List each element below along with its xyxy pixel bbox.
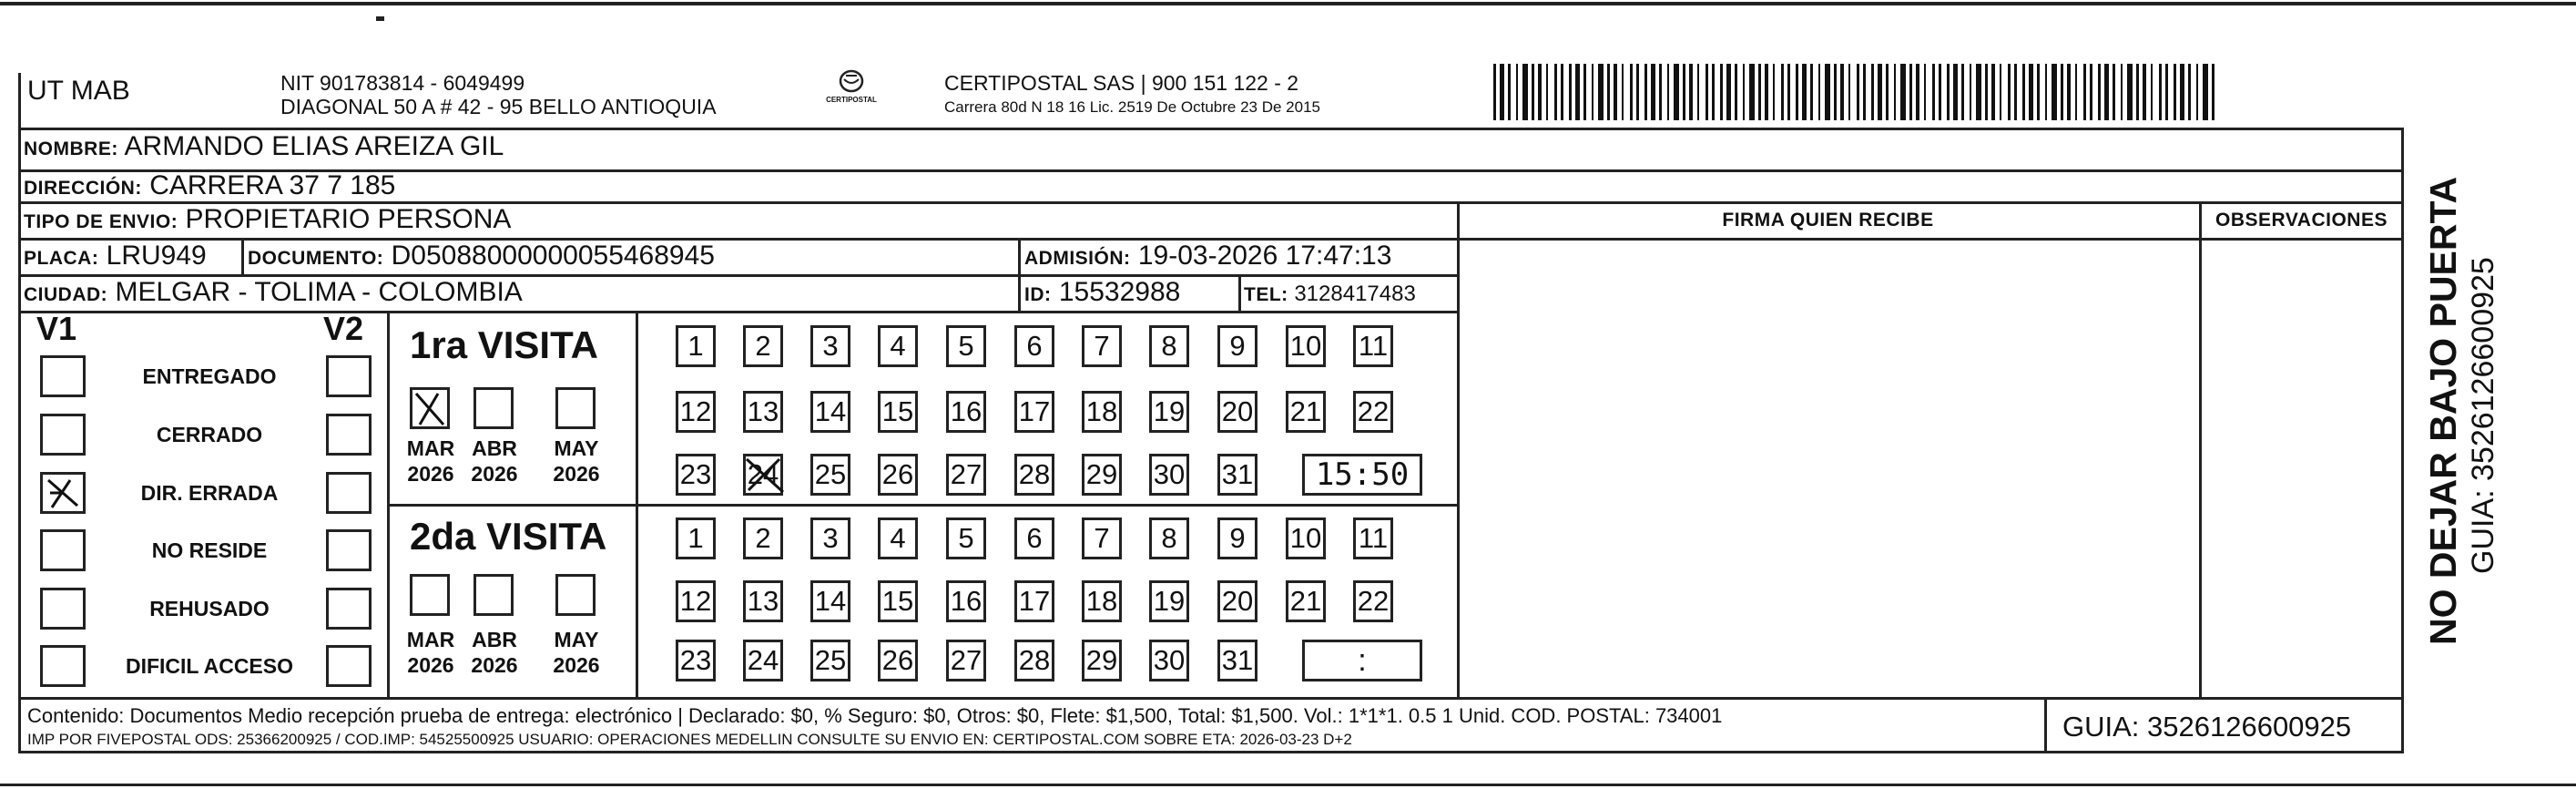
day-box[interactable]: 24 — [743, 640, 783, 681]
barcode-bar — [2090, 64, 2092, 120]
barcode-bar — [1787, 64, 1790, 120]
barcode-bar — [1765, 64, 1768, 120]
month-year: 2026 — [553, 653, 600, 677]
day-box[interactable]: 4 — [878, 325, 918, 367]
barcode-bar — [1554, 64, 1557, 120]
tel-value: 3128417483 — [1294, 282, 1416, 306]
tipo-row — [24, 203, 511, 239]
month-name: MAY — [554, 628, 599, 651]
barcode-bar — [1493, 64, 1496, 120]
speck-mark — [376, 16, 384, 21]
month-year: 2026 — [471, 653, 518, 677]
barcode — [1493, 64, 2222, 122]
barcode-bar — [1614, 64, 1617, 120]
id-row — [1024, 276, 1180, 312]
barcode-bar — [2061, 64, 2063, 120]
barcode-bar — [1939, 64, 1941, 120]
status-option-label: NO RESIDE — [151, 538, 268, 562]
v1-checkbox[interactable] — [40, 414, 86, 456]
barcode-bar — [1644, 64, 1647, 120]
side-guia-text: GUIA: 3526126600925 — [2466, 257, 2500, 574]
direccion-label: DIRECCIÓN: — [24, 178, 142, 199]
barcode-bar — [1546, 64, 1548, 120]
footer-print-line: IMP POR FIVEPOSTAL ODS: 25366200925 / COD.IMP: 54525500925 USUARIO: OPERACIONES MEDELLIN CONSULTE SU ENVIO EN: CERTIPOSTAL.COM SOBRE ETA: 2026-03-23 D+2 — [27, 731, 1352, 748]
direccion-value: CARRERA 37 7 185 — [149, 170, 396, 200]
month-label — [545, 627, 608, 678]
month-label — [399, 627, 463, 678]
month-name: ABR — [472, 436, 517, 460]
barcode-bar — [1532, 64, 1534, 120]
col-line-tel — [1238, 274, 1241, 311]
v1-checkbox[interactable] — [40, 355, 86, 397]
day-box[interactable]: 8 — [1149, 325, 1189, 367]
day-box[interactable]: 30 — [1149, 454, 1189, 496]
barcode-bar — [1697, 64, 1699, 120]
barcode-bar — [1743, 64, 1745, 120]
month-year: 2026 — [407, 462, 454, 486]
barcode-bar — [1834, 64, 1837, 120]
barcode-bar — [2151, 64, 2153, 120]
day-box[interactable]: 26 — [878, 640, 918, 681]
month-label — [463, 435, 526, 487]
barcode-bar — [1749, 64, 1755, 120]
barcode-bar — [1667, 64, 1669, 120]
frame-left — [18, 128, 21, 753]
status-option-label: REHUSADO — [149, 597, 270, 620]
barcode-bar — [2104, 64, 2109, 120]
month-checkbox[interactable] — [473, 387, 514, 429]
day-box[interactable]: 1 — [676, 517, 716, 559]
day-box[interactable]: 1 — [676, 325, 716, 367]
day-box[interactable]: 2 — [743, 517, 783, 559]
nombre-value: ARMANDO ELIAS AREIZA GIL — [124, 131, 504, 161]
day-box[interactable]: 25 — [810, 454, 850, 496]
v2-checkbox[interactable] — [326, 529, 372, 571]
day-box[interactable]: 22 — [1353, 391, 1393, 433]
placa-row — [24, 240, 207, 275]
v1-checkbox[interactable] — [40, 588, 86, 630]
barcode-bar — [1953, 64, 1958, 120]
barcode-bar — [1598, 64, 1604, 120]
barcode-bar — [1651, 64, 1655, 120]
day-box[interactable]: 10 — [1286, 325, 1326, 367]
day-box[interactable]: 14 — [810, 580, 850, 622]
bottom-edge-line — [0, 784, 2576, 786]
barcode-bar — [2045, 64, 2047, 120]
v1-checkbox[interactable] — [40, 472, 86, 514]
sender-address: DIAGONAL 50 A # 42 - 95 BELLO ANTIOQUIA — [280, 95, 717, 118]
observaciones-label: OBSERVACIONES — [2215, 210, 2388, 231]
day-box[interactable]: 11 — [1353, 325, 1393, 367]
barcode-bar — [1630, 64, 1633, 120]
month-name: MAY — [554, 436, 599, 460]
day-box[interactable]: 2 — [743, 325, 783, 367]
sender-nit: NIT 901783814 - 6049499 — [280, 71, 525, 95]
day-box[interactable]: 12 — [676, 580, 716, 622]
day-box[interactable]: 27 — [946, 454, 986, 496]
frame-right — [2401, 128, 2404, 753]
v1-checkbox[interactable] — [40, 645, 86, 687]
barcode-bar — [2098, 64, 2101, 120]
barcode-bar — [1802, 64, 1807, 120]
v2-checkbox[interactable] — [326, 588, 372, 630]
month-checkbox[interactable] — [410, 387, 450, 429]
day-box[interactable]: 20 — [1217, 391, 1257, 433]
day-box[interactable]: 13 — [743, 391, 783, 433]
day-box[interactable]: 12 — [676, 391, 716, 433]
barcode-bar — [1659, 64, 1662, 120]
barcode-bar — [1825, 64, 1830, 120]
col-line-firma — [1457, 201, 1460, 700]
documento-row — [248, 240, 715, 275]
placa-label: PLACA: — [24, 248, 99, 269]
barcode-bar — [2212, 64, 2215, 120]
day-box[interactable]: 29 — [1082, 454, 1122, 496]
day-box[interactable]: 16 — [946, 580, 986, 622]
day-box[interactable]: 20 — [1217, 580, 1257, 622]
barcode-bar — [1705, 64, 1708, 120]
barcode-bar — [2037, 64, 2040, 120]
barcode-bar — [1689, 64, 1693, 120]
day-box[interactable]: 10 — [1286, 517, 1326, 559]
day-box[interactable]: 5 — [946, 325, 986, 367]
barcode-bar — [1726, 64, 1731, 120]
day-box[interactable]: 8 — [1149, 517, 1189, 559]
company-address: Carrera 80d N 18 16 Lic. 2519 De Octubre 23 De 2015 — [944, 98, 1320, 116]
barcode-bar — [1683, 64, 1685, 120]
month-year: 2026 — [553, 462, 600, 486]
barcode-bar — [1796, 64, 1798, 120]
day-box[interactable]: 19 — [1149, 391, 1189, 433]
documento-value: D05088000000055468945 — [391, 241, 715, 271]
month-checkbox[interactable] — [410, 574, 450, 616]
barcode-bar — [1636, 64, 1639, 120]
v2-checkbox[interactable] — [326, 355, 372, 397]
barcode-bar — [2067, 64, 2071, 120]
barcode-bar — [1916, 64, 1919, 120]
first-visit-title: 1ra VISITA — [410, 323, 598, 366]
barcode-bar — [1592, 64, 1593, 120]
tel-label: TEL: — [1244, 284, 1288, 305]
col-line-obs — [2199, 201, 2202, 700]
no-dejar-bajo-puerta-text: NO DEJAR BAJO PUERTA — [2422, 176, 2464, 645]
month-checkbox[interactable] — [555, 387, 596, 429]
barcode-bar — [2075, 64, 2077, 120]
barcode-bar — [1569, 64, 1572, 120]
day-box[interactable]: 17 — [1014, 580, 1054, 622]
day-box[interactable]: 7 — [1082, 517, 1122, 559]
barcode-bar — [2136, 64, 2139, 120]
day-box[interactable]: 5 — [946, 517, 986, 559]
barcode-bar — [2029, 64, 2033, 120]
v1-checkbox[interactable] — [40, 529, 86, 571]
barcode-bar — [1781, 64, 1784, 120]
day-box[interactable]: 28 — [1014, 640, 1054, 681]
day-box[interactable]: 21 — [1286, 391, 1326, 433]
day-box[interactable]: 4 — [878, 517, 918, 559]
barcode-bar — [1538, 64, 1542, 120]
barcode-bar — [1758, 64, 1761, 120]
footer-guia: GUIA: 3526126600925 — [2062, 711, 2352, 743]
barcode-bar — [1900, 64, 1906, 120]
day-box[interactable]: 3 — [810, 517, 850, 559]
cross-mark-icon — [743, 454, 783, 496]
nombre-row — [24, 130, 504, 166]
top-border-line — [0, 2, 2576, 5]
day-box[interactable]: 9 — [1217, 517, 1257, 559]
barcode-bar — [1961, 64, 1964, 120]
barcode-bar — [2083, 64, 2086, 120]
day-box[interactable]: 26 — [878, 454, 918, 496]
barcode-bar — [1970, 64, 1971, 120]
first-visit-time[interactable]: 15:50 — [1302, 454, 1422, 496]
col-line-documento — [241, 238, 244, 274]
barcode-bar — [2000, 64, 2001, 120]
barcode-bar — [1735, 64, 1737, 120]
barcode-bar — [1607, 64, 1610, 120]
day-box[interactable]: 22 — [1353, 580, 1393, 622]
month-name: MAR — [406, 436, 455, 460]
day-box[interactable]: 16 — [946, 391, 986, 433]
direccion-row — [24, 169, 395, 205]
barcode-bar — [2159, 64, 2162, 120]
barcode-bar — [1878, 64, 1882, 120]
barcode-bar — [1894, 64, 1896, 120]
barcode-bar — [2008, 64, 2011, 120]
sender-name: UT MAB — [27, 76, 130, 106]
id-label: ID: — [1024, 284, 1052, 305]
month-label — [399, 435, 463, 487]
barcode-bar — [1924, 64, 1926, 120]
barcode-bar — [1840, 64, 1844, 120]
month-checkbox[interactable] — [555, 574, 596, 616]
month-name: MAR — [406, 628, 455, 651]
v1-label: V1 — [36, 310, 77, 347]
barcode-bar — [2014, 64, 2017, 120]
day-box[interactable]: 6 — [1014, 325, 1054, 367]
status-option-label: ENTREGADO — [142, 364, 277, 388]
barcode-bar — [1909, 64, 1912, 120]
day-box[interactable]: 27 — [946, 640, 986, 681]
v2-checkbox[interactable] — [326, 645, 372, 687]
month-label — [463, 627, 526, 678]
day-box[interactable]: 17 — [1014, 391, 1054, 433]
barcode-bar — [2165, 64, 2168, 120]
day-box[interactable]: 18 — [1082, 580, 1122, 622]
documento-label: DOCUMENTO: — [248, 248, 384, 269]
check-mark-icon — [43, 475, 83, 511]
day-box[interactable]: 15 — [878, 391, 918, 433]
barcode-bar — [1863, 64, 1866, 120]
nombre-label: NOMBRE: — [24, 138, 118, 159]
status-option-label: DIR. ERRADA — [140, 481, 279, 505]
day-box[interactable]: 7 — [1082, 325, 1122, 367]
barcode-bar — [1575, 64, 1580, 120]
v2-label: V2 — [323, 310, 364, 347]
day-box[interactable]: 19 — [1149, 580, 1189, 622]
month-year: 2026 — [471, 462, 518, 486]
day-box[interactable]: 25 — [810, 640, 850, 681]
footer-divider — [2044, 697, 2047, 752]
logo-text: CERTIPOSTAL — [826, 96, 877, 104]
ciudad-label: CIUDAD: — [24, 284, 108, 305]
admision-row — [1024, 240, 1391, 275]
admision-label: ADMISIÓN: — [1024, 248, 1131, 269]
barcode-bar — [1857, 64, 1859, 120]
v2-checkbox[interactable] — [326, 472, 372, 514]
second-visit-time[interactable]: : — [1302, 640, 1422, 681]
barcode-bar — [1720, 64, 1723, 120]
col-line-admision — [1018, 238, 1021, 311]
barcode-bar — [1583, 64, 1586, 120]
barcode-bar — [2174, 64, 2176, 120]
day-box[interactable]: 23 — [676, 454, 716, 496]
status-option-label: DIFICIL ACCESO — [125, 654, 293, 678]
barcode-bar — [2121, 64, 2123, 120]
visit-divider — [387, 504, 1457, 507]
barcode-bar — [2196, 64, 2198, 120]
day-box[interactable]: 31 — [1217, 640, 1257, 681]
firma-label: FIRMA QUIEN RECIBE — [1722, 210, 1934, 231]
barcode-bar — [1712, 64, 1715, 120]
tel-row — [1244, 278, 1416, 312]
barcode-bar — [1561, 64, 1563, 120]
barcode-bar — [1674, 64, 1679, 120]
day-box[interactable]: 11 — [1353, 517, 1393, 559]
barcode-bar — [1932, 64, 1935, 120]
barcode-bar — [1985, 64, 1988, 120]
day-box[interactable]: 9 — [1217, 325, 1257, 367]
second-visit-title: 2da VISITA — [410, 515, 607, 558]
day-box[interactable]: 21 — [1286, 580, 1326, 622]
admision-value: 19-03-2026 17:47:13 — [1137, 241, 1392, 271]
barcode-bar — [2143, 64, 2146, 120]
check-mark-icon — [412, 390, 449, 428]
day-box[interactable]: 6 — [1014, 517, 1054, 559]
day-box[interactable]: 24 — [743, 454, 783, 496]
barcode-bar — [2022, 64, 2025, 120]
day-box[interactable]: 15 — [878, 580, 918, 622]
barcode-bar — [2188, 64, 2191, 120]
barcode-bar — [1773, 64, 1775, 120]
barcode-bar — [1810, 64, 1813, 120]
barcode-bar — [1516, 64, 1518, 120]
company-name: CERTIPOSTAL SAS | 900 151 122 - 2 — [944, 71, 1299, 95]
barcode-bar — [1818, 64, 1820, 120]
day-box[interactable]: 3 — [810, 325, 850, 367]
id-value: 15532988 — [1058, 277, 1181, 307]
day-box[interactable]: 18 — [1082, 391, 1122, 433]
ciudad-row — [24, 276, 523, 312]
month-name: ABR — [472, 628, 517, 651]
barcode-bar — [1947, 64, 1950, 120]
barcode-bar — [2113, 64, 2115, 120]
month-checkbox[interactable] — [473, 574, 514, 616]
ciudad-value: MELGAR - TOLIMA - COLOMBIA — [115, 277, 523, 307]
status-option-label: CERRADO — [156, 423, 263, 446]
barcode-bar — [1886, 64, 1889, 120]
barcode-bar — [2052, 64, 2057, 120]
barcode-bar — [2203, 64, 2208, 120]
day-box[interactable]: 23 — [676, 640, 716, 681]
day-box[interactable]: 14 — [810, 391, 850, 433]
tipo-label: TIPO DE ENVIO: — [24, 211, 178, 232]
month-label — [545, 435, 608, 487]
footer-content-line: Contenido: Documentos Medio recepción prueba de entrega: electrónico | Declarado: $0, % Seguro: $0, Otros: $0, Flete: $1,500, Total: $1,500. Vol.: 1*1*1. 0.5 1 Unid. COD. POSTAL: 734001 — [27, 704, 1723, 727]
barcode-bar — [1871, 64, 1874, 120]
day-box[interactable]: 28 — [1014, 454, 1054, 496]
barcode-bar — [1622, 64, 1624, 120]
tipo-value: PROPIETARIO PERSONA — [185, 204, 512, 234]
day-box[interactable]: 13 — [743, 580, 783, 622]
header-left-border — [18, 73, 21, 128]
barcode-bar — [1976, 64, 1981, 120]
day-box[interactable]: 31 — [1217, 454, 1257, 496]
barcode-bar — [1500, 64, 1504, 120]
certipostal-logo — [820, 67, 883, 112]
day-box[interactable]: 29 — [1082, 640, 1122, 681]
barcode-bar — [2180, 64, 2184, 120]
barcode-bar — [1522, 64, 1528, 120]
day-box[interactable]: 30 — [1149, 640, 1189, 681]
placa-value: LRU949 — [106, 241, 207, 271]
v2-checkbox[interactable] — [326, 414, 372, 456]
month-year: 2026 — [407, 653, 454, 677]
barcode-bar — [1991, 64, 1995, 120]
barcode-bar — [1508, 64, 1511, 120]
barcode-bar — [1848, 64, 1850, 120]
barcode-bar — [2127, 64, 2133, 120]
